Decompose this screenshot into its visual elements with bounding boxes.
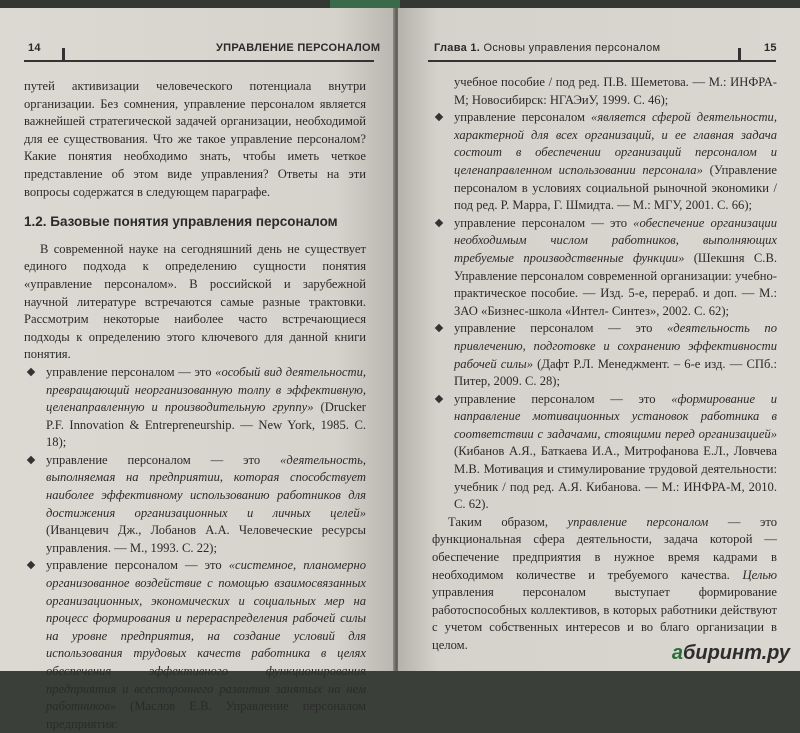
list-item: управление персоналом — это «особый вид деятельности, превращающий неорганизованную толпу в эффективную, целенаправленную и производительную группу» (Drucker P.F. Innovation & Entrepreneurship. — New York, 1985. С. 18);	[24, 364, 366, 452]
left-page-number: 14	[28, 42, 41, 54]
left-page-body	[24, 78, 366, 733]
bullet-diamond-icon	[435, 394, 443, 402]
section-heading: 1.2. Базовые понятия управления персоналом	[24, 214, 338, 230]
section-paragraph: В современной науке на сегодняшний день не существует единого подхода к определению сущности понятия «управление персоналом». В российской и зарубежной научной литературе встречаются самые разные трактовки. Рассмотрим некоторые наиболее часто встречающиеся подходы к определению этого ключевого для данной книги понятия.	[24, 241, 366, 362]
left-page	[0, 8, 395, 731]
list-item: управление персоналом — это «деятельность, выполняемая на предприятии, которая способствует наиболее эффективному использованию работников для достижения организационных и личных целей» (Иванцевич Дж., Лобанов А.А. Человеческие ресурсы управления. — М., 1993. С. 22);	[24, 452, 366, 558]
right-running-head: Глава 1. Основы управления персоналом	[434, 42, 661, 54]
labirint-watermark: абuрuнт.ру	[671, 642, 790, 664]
intro-paragraph: путей активизации человеческого потенциала внутри организации. Без сомнения, управление персоналом является важнейшей стратегической задачей организации, необходимой для ее существования. Что же такое управление персоналом? Какие понятия необходимо знать, чтобы иметь четкое представление об этом виде управления? Ответы на эти вопросы содержатся в следующем параграфе.	[24, 79, 366, 199]
right-page-number: 15	[764, 42, 777, 54]
bullet-diamond-icon	[435, 324, 443, 332]
right-page	[398, 8, 800, 671]
bullet-diamond-icon	[435, 219, 443, 227]
list-item: управление персоналом — это «обеспечение организации необходимым числом работников, выполняющих требуемые производственные функции» (Шекшня С.В. Управление персоналом современной организации: учебно-практическое пособие. — Изд. 5-е, перераб. и доп. — М.: ЗАО «Бизнес-школа «Интел- Синтез», 2002. С. 62);	[432, 215, 777, 321]
closing-paragraph: Таким образом, управление персоналом — это функциональная сфера деятельности, задача которой — обеспечение предприятия в нужное время кадрами в необходимом количестве и требуемого качества. Целью управления персоналом выступает формирование работоспособных коллективов, в которых работники действуют с учетом собственных интересов и во благо организации в целом.	[432, 514, 777, 652]
list-item: управление персоналом — это «деятельность по привлечению, подготовке и сохранению эффективности рабочей силы» (Дафт Р.Л. Менеджмент. – 6-е изд. — СПб.: Питер, 2009. С. 28);	[432, 320, 777, 390]
bullet-diamond-icon	[435, 113, 443, 121]
bullet-diamond-icon	[27, 456, 35, 464]
list-item: управление персоналом — это «системное, планомерно организованное воздействие с помощью взаимосвязанных организационных, экономических и социальных мер на процесс формирования и перераспределения рабочей силы на уровне предприятия, на создание условий для использования трудовых качеств работника в целях обеспечения эффективного функционирования предприятия и всестороннего развития занятых на нем работников» (Маслов Е.В. Управление персоналом предприятия:	[24, 557, 366, 733]
right-definition-list	[432, 109, 777, 514]
left-definition-list	[24, 364, 366, 733]
bullet-diamond-icon	[27, 561, 35, 569]
left-running-head: УПРАВЛЕНИЕ ПЕРСОНАЛОМ	[216, 42, 381, 54]
continuation-text: учебное пособие / под ред. П.В. Шеметова. — М.: ИНФРА-М; Новосибирск: НГАЭиУ, 1999. С. 46);	[454, 75, 777, 107]
right-head-rule	[428, 60, 776, 62]
right-page-body	[432, 74, 777, 655]
bullet-diamond-icon	[27, 368, 35, 376]
list-item: управление персоналом «является сферой деятельности, характерной для всех организаций, и ее главная задача состоит в обеспечении организаций персоналом и целенаправленном использовании персонала» (Управление персоналом в условиях социальной рыночной экономики / под ред. Р. Марра, Г. Шмидта. — М.: МГУ, 2001. С. 66);	[432, 109, 777, 215]
list-item: управление персоналом — это «формирование и направление мотивационных установок работника в соответствии с задачами, стоящими перед организацией» (Кибанов А.Я., Баткаева И.А., Митрофанова Е.Л., Ловчева М.В. Мотивация и стимулирование трудовой деятельности: учебник / под ред. А.Я. Кибанова. — М.: ИНФРА-М, 2010. С. 62).	[432, 391, 777, 514]
left-head-rule	[24, 60, 374, 62]
